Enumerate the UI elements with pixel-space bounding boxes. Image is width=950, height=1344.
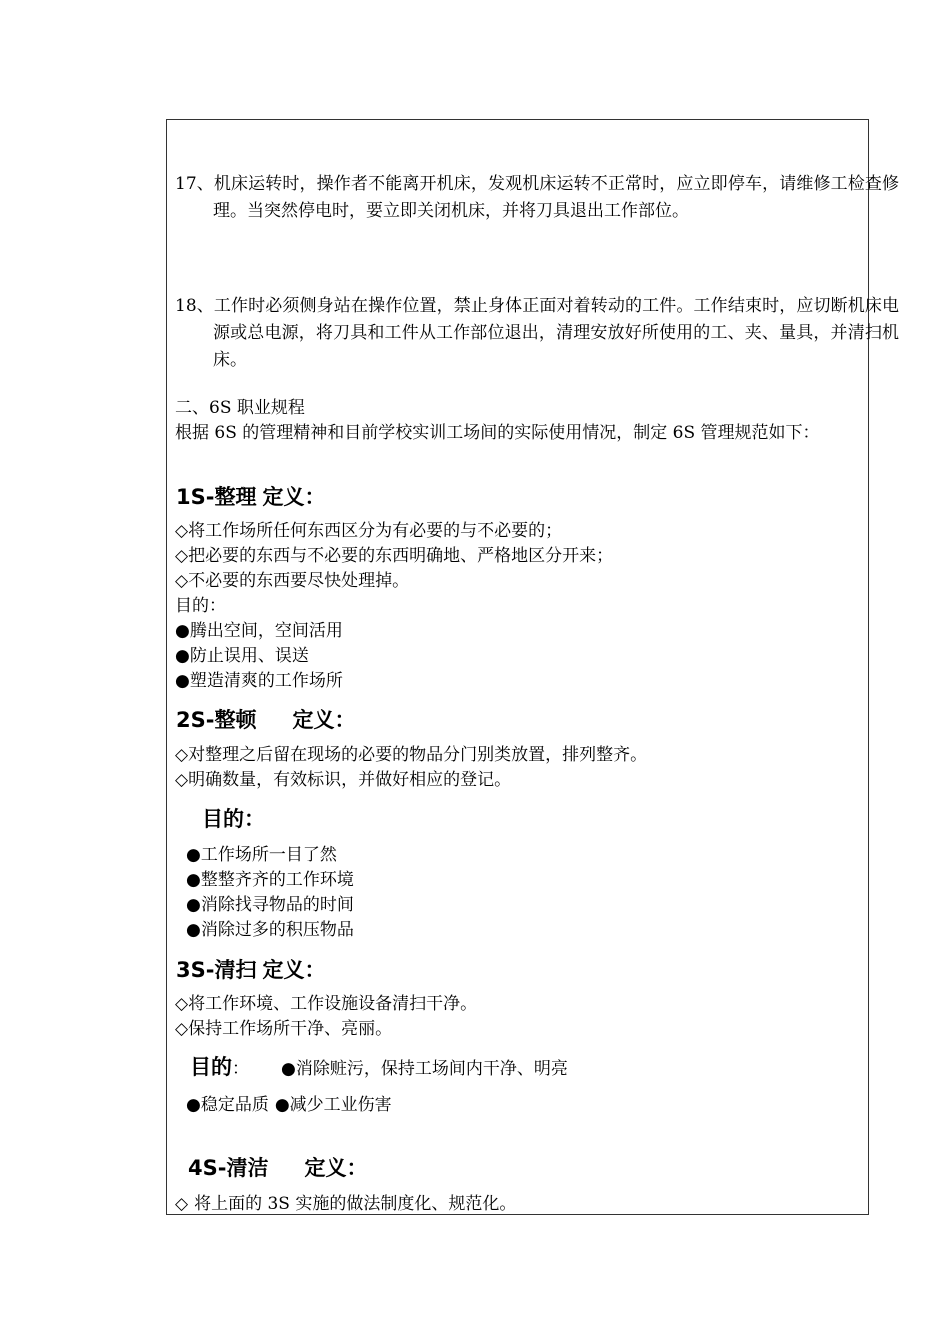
- s4-heading-name: 4S-清洁: [188, 1156, 269, 1180]
- s3-purpose-line: [190, 1055, 568, 1082]
- s4-heading-def: 定义：: [304, 1156, 368, 1180]
- s3-def-2: ◇保持工作场所干净、亮丽。: [175, 1019, 393, 1039]
- rule-item-17: 17、机床运转时，操作者不能离开机床，发观机床运转不正常时，应立即停车，请维修工检查修理。当突然停电时，要立即关闭机床，并将刀具退出工作部位。: [175, 174, 899, 221]
- s4-def-marker: ◇: [175, 1194, 189, 1214]
- s2-purpose-3: ●消除找寻物品的时间: [186, 895, 354, 915]
- s3-purpose-2: ●减少工业伤害: [274, 1095, 392, 1115]
- s1-heading-name: 1S-整理: [176, 485, 257, 509]
- s3-purpose-inline: ●消除赃污，保持工场间内干净、明亮: [281, 1059, 568, 1079]
- s1-heading-def: 定义：: [262, 485, 326, 509]
- s1-def-3: ◇不必要的东西要尽快处理掉。: [175, 571, 410, 591]
- s2-heading-def: 定义：: [292, 708, 356, 732]
- section-title: 二、6S 职业规程: [175, 398, 305, 418]
- s2-purpose-4: ●消除过多的积压物品: [186, 920, 354, 940]
- s1-def-1: ◇将工作场所任何东西区分为有必要的与不必要的；: [175, 521, 563, 541]
- s2-heading-name: 2S-整顿: [176, 708, 257, 732]
- s2-purpose-2: ●整整齐齐的工作环境: [186, 870, 354, 890]
- s2-purpose-1: ●工作场所一目了然: [186, 845, 337, 865]
- s1-purpose-1: ●腾出空间，空间活用: [175, 621, 343, 641]
- s3-purposes-row: [186, 1093, 392, 1118]
- s3-heading-name: 3S-清扫: [176, 958, 257, 982]
- s2-heading: [176, 706, 355, 734]
- s3-purpose-1: ●稳定品质: [186, 1095, 269, 1115]
- s4-def-1: [175, 1192, 516, 1217]
- s3-heading: [176, 956, 325, 984]
- s2-purpose-label: 目的：: [202, 807, 265, 831]
- s3-def-1: ◇将工作环境、工作设施设备清扫干净。: [175, 994, 478, 1014]
- s3-purpose-label: 目的: [190, 1055, 232, 1079]
- s1-purpose-2: ●防止误用、误送: [175, 646, 309, 666]
- s1-purpose-3: ●塑造清爽的工作场所: [175, 671, 343, 691]
- s3-heading-def: 定义：: [262, 958, 326, 982]
- rule-item-18: 18、工作时必须侧身站在操作位置，禁止身体正面对着转动的工件。工作结束时，应切断机床电源或总电源，将刀具和工件从工作部位退出，清理安放好所使用的工、夹、量具，并清扫机床。: [175, 296, 899, 370]
- s4-def-text: 将上面的 3S 实施的做法制度化、规范化。: [194, 1194, 517, 1214]
- s2-def-2: ◇明确数量，有效标识，并做好相应的登记。: [175, 770, 512, 790]
- s1-purpose-label: 目的：: [175, 596, 226, 616]
- s1-heading: [176, 483, 325, 511]
- section-intro: 根据 6S 的管理精神和目前学校实训工场间的实际使用情况，制定 6S 管理规范如下：: [175, 423, 820, 443]
- s1-def-2: ◇把必要的东西与不必要的东西明确地、严格地区分开来；: [175, 546, 614, 566]
- s4-heading: [188, 1154, 367, 1182]
- s2-def-1: ◇对整理之后留在现场的必要的物品分门别类放置，排列整齐。: [175, 745, 648, 765]
- s3-purpose-colon: ：: [232, 1059, 249, 1079]
